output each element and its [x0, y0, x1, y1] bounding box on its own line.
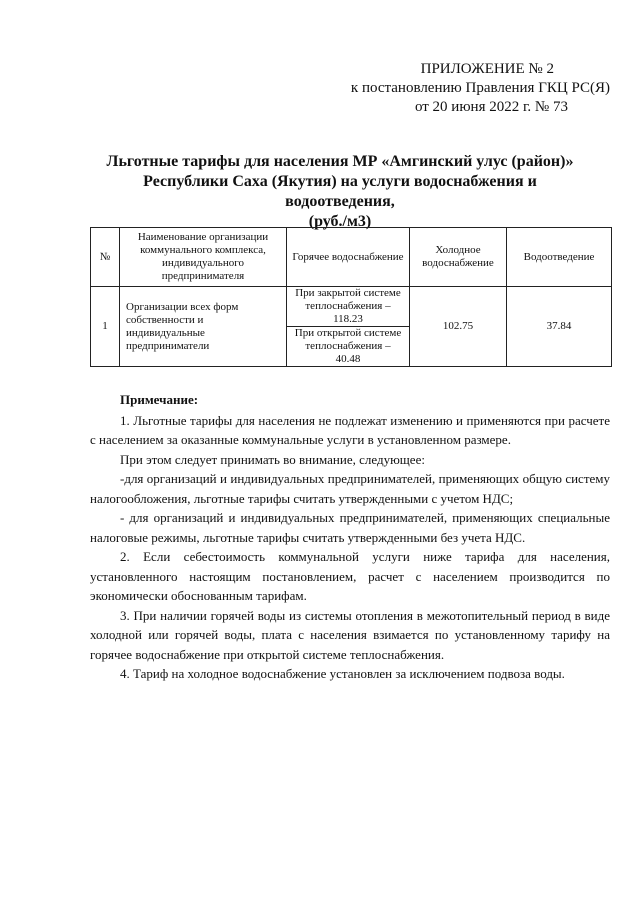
- appendix-number: ПРИЛОЖЕНИЕ № 2: [420, 61, 554, 77]
- title-line-1: Льготные тарифы для населения МР «Амгинский улус (район)»: [106, 153, 574, 170]
- row-organization: Организации всех форм собственности и индивидуальные предприниматели: [120, 287, 287, 367]
- tariff-table: [90, 227, 612, 367]
- document-title: [90, 152, 590, 232]
- row-sewerage: 37.84: [507, 287, 612, 367]
- appendix-header: [351, 60, 610, 117]
- header-cold-water: Холодное водоснабжение: [410, 228, 507, 287]
- hot-open-label: При открытой системе теплоснабжения –: [294, 327, 402, 352]
- row-num: 1: [91, 287, 120, 367]
- header-num: №: [91, 228, 120, 287]
- note-paragraph-2: При этом следует принимать во внимание, следующее:: [120, 451, 425, 467]
- table-row: [91, 287, 612, 327]
- note-paragraph-7: 4. Тариф на холодное водоснабжение установлен за исключением подвоза воды.: [120, 666, 565, 681]
- notes-section: [90, 390, 610, 684]
- title-line-2: Республики Саха (Якутия) на услуги водоснабжения и водоотведения,: [143, 173, 537, 210]
- note-paragraph-3: -для организаций и индивидуальных предпринимателей, применяющих общую систему налогообложения, льготные тарифы считать утвержденными с учетом НДС;: [90, 471, 610, 506]
- row-cold-water: 102.75: [410, 287, 507, 367]
- table-header-row: [91, 228, 612, 287]
- title-line-3: (руб./м3): [308, 213, 372, 230]
- header-organization: Наименование организации коммунального комплекса, индивидуального предпринимателя: [120, 228, 287, 287]
- note-paragraph-5: 2. Если себестоимость коммунальной услуги ниже тарифа для населения, установленного настоящим постановлением, расчет с населением производится по экономически обоснованным тарифам.: [90, 549, 610, 603]
- note-paragraph-1: 1. Льготные тарифы для населения не подлежат изменению и применяются при расчете с населением за оказанные коммунальные услуги в установленном размере.: [90, 412, 610, 447]
- header-sewerage: Водоотведение: [507, 228, 612, 287]
- note-paragraph-4: - для организаций и индивидуальных предпринимателей, применяющих специальные налоговые режимы, льготные тарифы считать утвержденными без учета НДС.: [90, 510, 610, 545]
- notes-heading: Примечание:: [120, 392, 199, 407]
- hot-closed-label: При закрытой системе теплоснабжения –: [295, 287, 401, 312]
- appendix-date: от 20 июня 2022 г. № 73: [414, 99, 568, 115]
- header-hot-water: Горячее водоснабжение: [287, 228, 410, 287]
- hot-closed-value: 118.23: [333, 313, 363, 325]
- hot-open-value: 40.48: [335, 353, 361, 365]
- hot-open-cell: [287, 327, 410, 367]
- note-paragraph-6: 3. При наличии горячей воды из системы отопления в межотопительный период в виде холодной или горячей воды, плата с населения взимается по установленному тарифу на горячее водоснабжение при открытой системе теплоснабжения.: [90, 607, 610, 662]
- hot-closed-cell: [287, 287, 410, 327]
- appendix-resolution: к постановлению Правления ГКЦ РС(Я): [350, 80, 610, 96]
